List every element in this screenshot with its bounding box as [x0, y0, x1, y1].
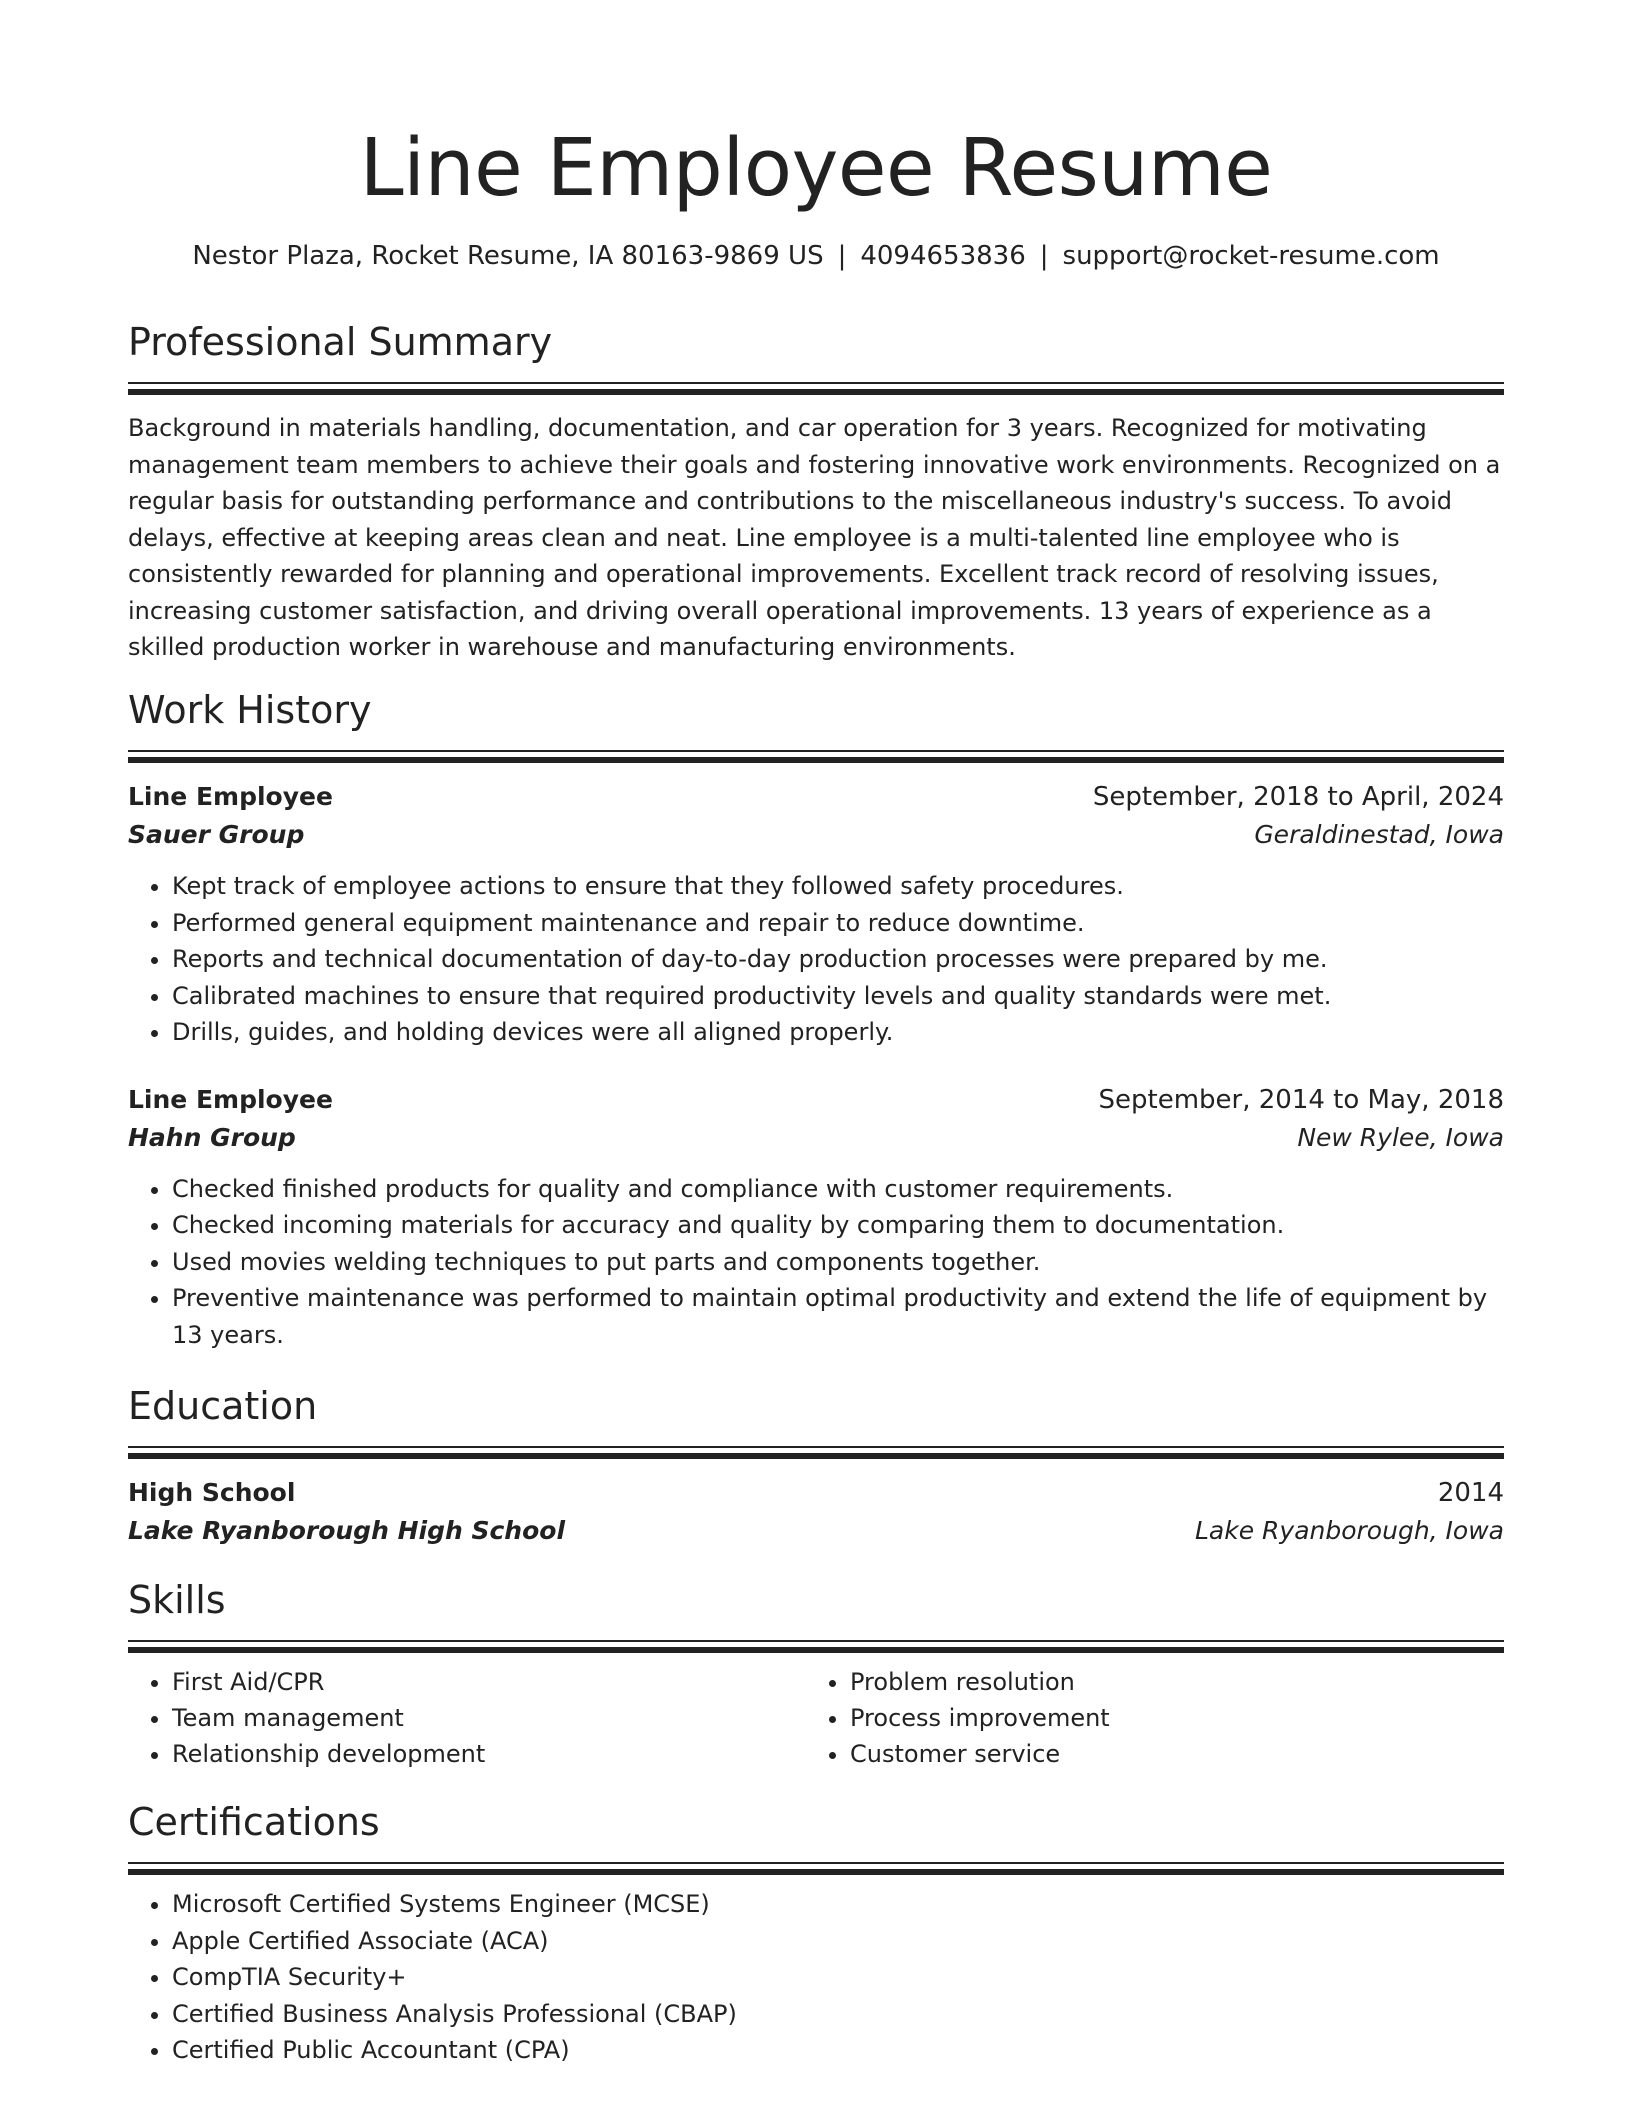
- skills-heading: Skills: [128, 1578, 226, 1622]
- contact-email: support@rocket-resume.com: [1062, 241, 1440, 271]
- list-item: • Process improvement: [850, 1700, 1484, 1736]
- section-divider: [128, 382, 1504, 394]
- list-item: • Checked incoming materials for accuracy and quality by comparing them to documentation.: [172, 1207, 1504, 1244]
- job-bullets: [128, 868, 1504, 1051]
- certifications-section: [128, 1796, 1504, 2069]
- education-degree: High School: [128, 1478, 296, 1507]
- education-heading: Education: [128, 1384, 318, 1428]
- contact-separator: |: [837, 241, 847, 271]
- education-header: [128, 1474, 1504, 1512]
- job-header: [128, 1081, 1504, 1119]
- education-entry: [128, 1474, 1504, 1550]
- list-item: • First Aid/CPR: [172, 1664, 806, 1700]
- list-item: • Certified Public Accountant (CPA): [172, 2032, 1504, 2069]
- list-item: • Performed general equipment maintenance and repair to reduce downtime.: [172, 905, 1504, 942]
- job-location: New Rylee, Iowa: [1297, 1122, 1504, 1152]
- job-title: Line Employee: [128, 1084, 333, 1114]
- skills-grid: [128, 1664, 1504, 1772]
- contact-address: Nestor Plaza, Rocket Resume, IA 80163-9869 US: [192, 241, 824, 271]
- contact-line: [128, 238, 1504, 274]
- list-item: • Customer service: [850, 1736, 1484, 1772]
- list-item: • Used movies welding techniques to put parts and components together.: [172, 1244, 1504, 1281]
- education-year: 2014: [1437, 1478, 1504, 1508]
- skills-column-left: [128, 1664, 806, 1772]
- list-item: • Kept track of employee actions to ensure that they followed safety procedures.: [172, 868, 1504, 905]
- list-item: • Problem resolution: [850, 1664, 1484, 1700]
- job-title: Line Employee: [128, 782, 333, 811]
- list-item: • Calibrated machines to ensure that required productivity levels and quality standards were met.: [172, 978, 1504, 1015]
- list-item: • Relationship development: [172, 1736, 806, 1772]
- list-item: • CompTIA Security+: [172, 1959, 1504, 1996]
- work-history-section: [128, 684, 1504, 1353]
- skills-column-right: [806, 1664, 1484, 1772]
- job-subheader: [128, 1119, 1504, 1157]
- list-item: • Certified Business Analysis Professional (CBAP): [172, 1996, 1504, 2033]
- job-bullets: [128, 1171, 1504, 1354]
- summary-section: [128, 316, 1504, 666]
- skills-section: [128, 1574, 1504, 1772]
- job-company: Hahn Group: [128, 1122, 296, 1152]
- section-divider: [128, 1640, 1504, 1652]
- list-item: • Team management: [172, 1700, 806, 1736]
- certifications-heading: Certifications: [128, 1800, 380, 1844]
- contact-separator: |: [1039, 241, 1049, 271]
- education-school: Lake Ryanborough High School: [128, 1516, 566, 1545]
- job-dates: September, 2018 to April, 2024: [1092, 782, 1504, 812]
- section-divider: [128, 1862, 1504, 1874]
- job-header: [128, 778, 1504, 816]
- job-company: Sauer Group: [128, 820, 305, 849]
- list-item: • Microsoft Certified Systems Engineer (MCSE): [172, 1886, 1504, 1923]
- job-subheader: [128, 816, 1504, 854]
- job-location: Geraldinestad, Iowa: [1254, 820, 1504, 849]
- list-item: • Drills, guides, and holding devices were all aligned properly.: [172, 1014, 1504, 1051]
- education-location: Lake Ryanborough, Iowa: [1194, 1516, 1504, 1545]
- education-section: [128, 1380, 1504, 1550]
- list-item: • Checked finished products for quality and compliance with customer requirements.: [172, 1171, 1504, 1208]
- section-divider: [128, 1446, 1504, 1458]
- certifications-list: [128, 1886, 1504, 2069]
- education-subheader: [128, 1512, 1504, 1550]
- list-item: • Preventive maintenance was performed to maintain optimal productivity and extend the life of equipment by 13 years.: [172, 1280, 1504, 1353]
- section-divider: [128, 750, 1504, 762]
- contact-phone: 4094653836: [860, 241, 1026, 271]
- list-item: • Reports and technical documentation of day-to-day production processes were prepared by me.: [172, 941, 1504, 978]
- work-history-heading: Work History: [128, 688, 372, 732]
- job-entry: [128, 1081, 1504, 1354]
- resume-title: Line Employee Resume: [359, 122, 1273, 214]
- list-item: • Apple Certified Associate (ACA): [172, 1923, 1504, 1960]
- job-dates: September, 2014 to May, 2018: [1098, 1084, 1504, 1115]
- summary-text: Background in materials handling, documentation, and car operation for 3 years. Recognized for motivating management team members to achieve their goals and fostering innovative work environments. Recognized on a regular basis for outstanding performance and contributions to the miscellaneous industry's success. To avoid delays, effective at keeping areas clean and neat. Line employee is a multi-talented line employee who is consistently rewarded for planning and operational improvements. Excellent track record of resolving issues, increasing customer satisfaction, and driving overall operational improvements. 13 years of experience as a skilled production worker in warehouse and manufacturing environments.: [128, 414, 1501, 661]
- summary-heading: Professional Summary: [128, 320, 553, 364]
- job-entry: [128, 778, 1504, 1051]
